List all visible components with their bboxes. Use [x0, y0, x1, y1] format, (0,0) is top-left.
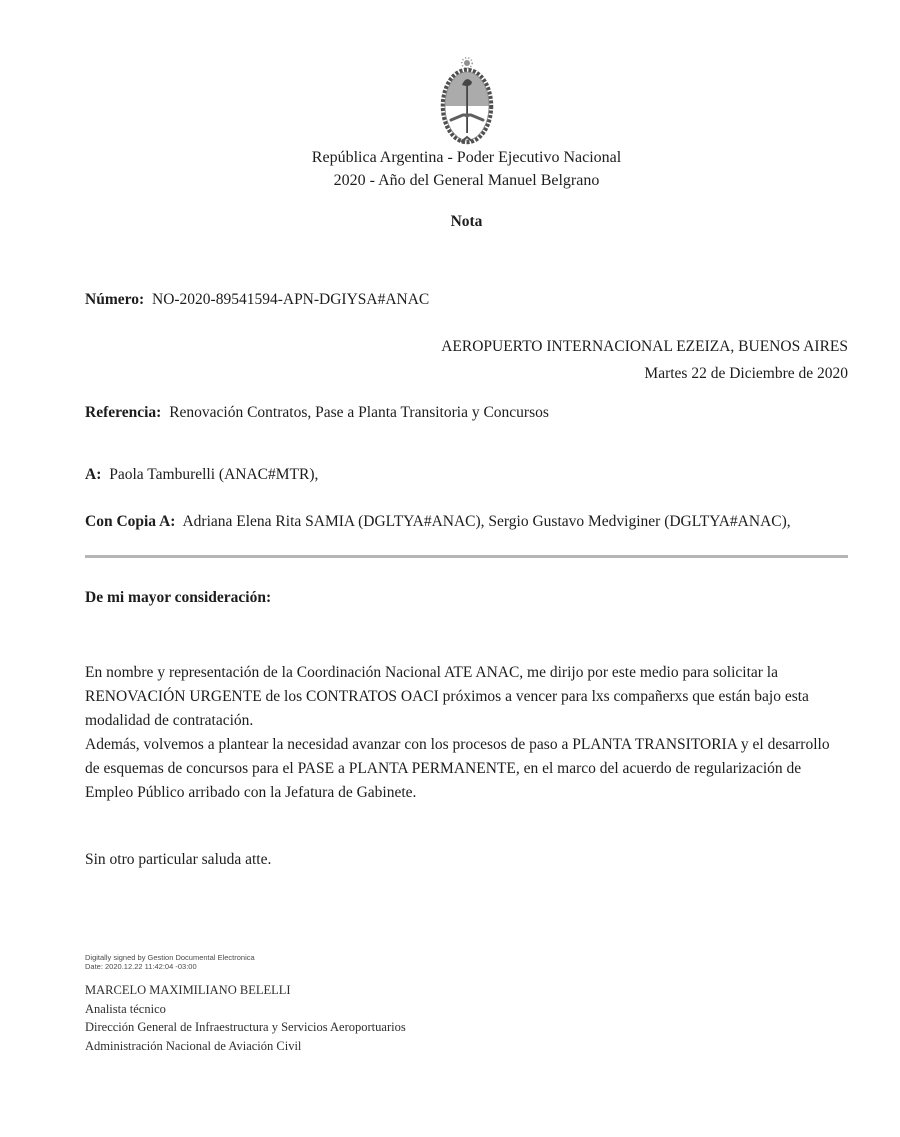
carbon-copy-label: Con Copia A: [85, 513, 176, 530]
letterhead-line2: 2020 - Año del General Manuel Belgrano [333, 172, 600, 189]
body-paragraph-2: Además, volvemos a plantear la necesidad avanzar con los procesos de paso a PLANTA TRANSITORIA y el desarrollo de esquemas de concursos para el PASE a PLANTA PERMANENTE, en el marco del acuerdo de regularización de Empleo Público arribado con la Jefatura de Gabinete. [85, 736, 830, 801]
letterhead-line1: República Argentina - Poder Ejecutivo Nacional [311, 149, 622, 166]
addressee-label: A: [85, 466, 102, 483]
divider-line [85, 555, 848, 558]
digital-signature-line1: Digitally signed by Gestion Documental Electronica [85, 953, 255, 962]
digital-signature-line2: Date: 2020.12.22 11:42:04 -03:00 [85, 962, 197, 971]
reference-label: Referencia: [85, 404, 162, 421]
document-type-title: Nota [450, 213, 483, 230]
letterhead [85, 56, 848, 233]
date-line: Martes 22 de Diciembre de 2020 [644, 365, 848, 382]
signer-block [85, 981, 848, 1055]
argentina-coat-of-arms-icon [430, 56, 504, 146]
salutation: De mi mayor consideración: [85, 589, 272, 606]
addressee-line [85, 463, 848, 486]
number-value: NO-2020-89541594-APN-DGIYSA#ANAC [152, 291, 430, 308]
signer-title: Analista técnico [85, 1001, 166, 1016]
body-paragraph-1: En nombre y representación de la Coordinación Nacional ATE ANAC, me dirijo por este medio para solicitar la RENOVACIÓN URGENTE de los CONTRATOS OACI próximos a vencer para lxs compañerxs que están bajo esta modalidad de contratación. [85, 664, 809, 729]
signer-name: MARCELO MAXIMILIANO BELELLI [85, 983, 291, 997]
reference-line [85, 401, 848, 424]
signer-office: Dirección General de Infraestructura y Servicios Aeroportuarios [85, 1020, 406, 1034]
carbon-copy-value: Adriana Elena Rita SAMIA (DGLTYA#ANAC), Sergio Gustavo Medviginer (DGLTYA#ANAC), [182, 513, 791, 530]
place-line: AEROPUERTO INTERNACIONAL EZEIZA, BUENOS AIRES [441, 338, 848, 355]
reference-value: Renovación Contratos, Pase a Planta Transitoria y Concursos [169, 404, 549, 421]
number-label: Número: [85, 291, 145, 308]
document-number-line [85, 288, 848, 311]
addressee-value: Paola Tamburelli (ANAC#MTR), [109, 466, 319, 483]
place-date-block [85, 333, 848, 387]
letter-body [85, 661, 848, 805]
closing-line: Sin otro particular saluda atte. [85, 851, 272, 868]
carbon-copy-line [85, 510, 848, 533]
digital-signature-stamp [85, 953, 848, 971]
signer-agency: Administración Nacional de Aviación Civil [85, 1038, 302, 1053]
